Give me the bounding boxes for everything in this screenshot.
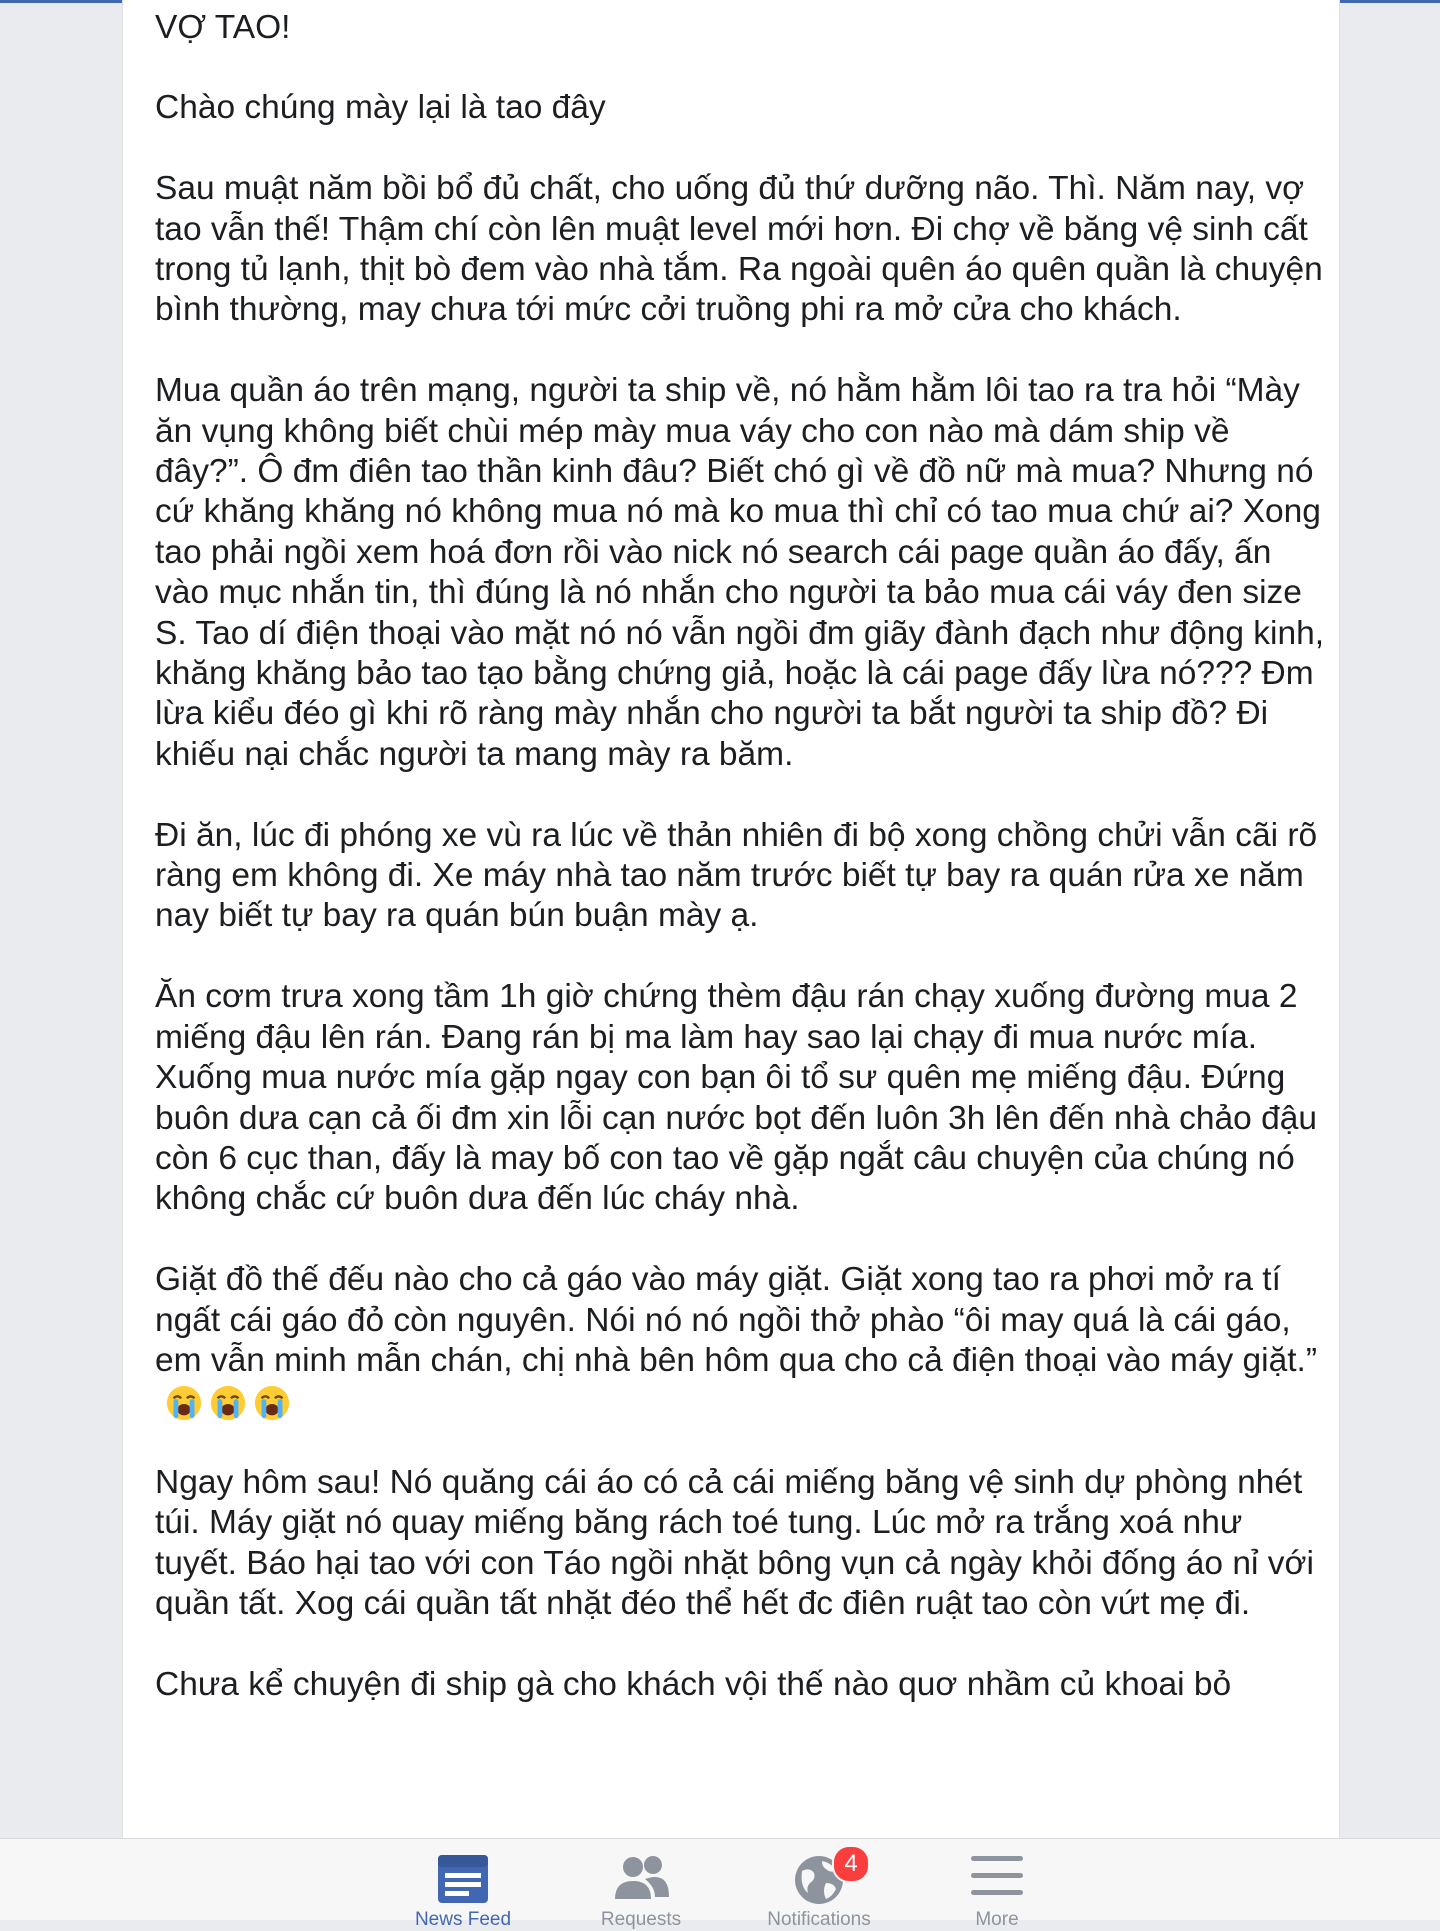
friend-requests-icon: [611, 1853, 671, 1903]
tab-news-feed[interactable]: [378, 1839, 548, 1930]
tab-label: Notifications: [767, 1909, 871, 1930]
post-paragraph: Chưa kể chuyện đi ship gà cho khách vội thế nào quơ nhầm củ khoai bỏ: [155, 1666, 1232, 1704]
tab-label: News Feed: [414, 1909, 512, 1930]
post-card: [122, 0, 1340, 1920]
post-paragraph-with-emoji: [155, 1260, 1325, 1423]
post-paragraph: Sau muật năm bồi bổ đủ chất, cho uống đủ thứ dưỡng não. Thì. Năm nay, vợ tao vẫn thế! Thậm chí còn lên muật level mới hơn. Đi chợ về băng vệ sinh cất trong tủ lạnh, thịt bò đem vào nhà tắm. Ra ngoài quên áo quên quần là chuyện bình thường, may chưa tới mức cởi truồng phi ra mở cửa cho khách.: [155, 170, 1333, 329]
bottom-tab-bar: [0, 1838, 1440, 1930]
post-title: VỢ TAO!: [155, 9, 291, 46]
menu-icon: [970, 1853, 1024, 1899]
post-body: [155, 8, 1334, 1746]
tab-label: Requests: [600, 1909, 682, 1930]
loudly-crying-face-icon: [253, 1384, 291, 1422]
tab-requests[interactable]: [556, 1839, 726, 1930]
tab-notifications[interactable]: [734, 1839, 904, 1930]
loudly-crying-face-icon: [165, 1384, 203, 1422]
post-paragraph: Mua quần áo trên mạng, người ta ship về, nó hằm hằm lôi tao ra tra hỏi “Mày ăn vụng không biết chùi mép mày mua váy cho con nào mà dám ship về đây?”. Ô đm điên tao thần kinh đâu? Biết chó gì về đồ nữ mà mua? Nhưng nó cứ khăng khăng nó không mua nó mà ko mua thì chỉ có tao mua chứ ai? Xong tao phải ngồi xem hoá đơn rồi vào nick nó search cái page quần áo đấy, ấn vào mục nhắn tin, thì đúng là nó nhắn cho người ta bảo mua cái váy đen size S. Tao dí điện thoại vào mặt nó nó vẫn ngồi đm giãy đành đạch như động kinh, khăng khăng bảo tao tạo bằng chứng giả, hoặc là cái page đấy lừa nó??? Đm lừa kiểu đéo gì khi rõ ràng mày nhắn cho người ta bắt người ta ship đồ? Đi khiếu nại chắc người ta mang mày ra băm.: [155, 372, 1334, 773]
post-paragraph: Ngay hôm sau! Nó quăng cái áo có cả cái miếng băng vệ sinh dự phòng nhét túi. Máy giặt nó quay miếng băng rách toé tung. Lúc mở ra trắng xoá như tuyết. Báo hại tao với con Táo ngồi nhặt bông vụn cả ngày khỏi đống áo nỉ với quần tất. Xog cái quần tất nhặt đéo thể hết đc điên ruật tao còn vứt mẹ đi.: [155, 1464, 1324, 1623]
news-feed-icon: [436, 1853, 490, 1905]
loudly-crying-face-icon: [209, 1384, 247, 1422]
post-paragraph: Ăn cơm trưa xong tầm 1h giờ chứng thèm đậu rán chạy xuống đường mua 2 miếng đậu lên rán. Đang rán bị ma làm hay sao lại chạy đi mua nước mía. Xuống mua nước mía gặp ngay con bạn ôi tổ sư quên mẹ miếng đậu. Đứng buôn dưa cạn cả ối đm xin lỗi cạn nước bọt đến luôn 3h lên đến nhà chảo đậu còn 6 cục than, đấy là may bố con tao về gặp ngắt câu chuyện của chúng nó không chắc cứ buôn dưa đến lúc cháy nhà.: [155, 978, 1327, 1218]
post-paragraph: Chào chúng mày lại là tao đây: [155, 89, 606, 127]
post-paragraph: Đi ăn, lúc đi phóng xe vù ra lúc về thản nhiên đi bộ xong chồng chửi vẫn cãi rõ ràng em không đi. Xe máy nhà tao năm trước biết tự bay ra quán rửa xe năm nay biết tự bay ra quán bún buận mày ạ.: [155, 816, 1327, 935]
post-paragraph-text: Giặt đồ thế đếu nào cho cả gáo vào máy giặt. Giặt xong tao ra phơi mở ra tí ngất cái gáo đỏ còn nguyên. Nói nó nó ngồi thở phào “ôi may quá là cái gáo, em vẫn minh mẫn chán, chị nhà bên hôm qua cho cả điện thoại vào máy giặt.”: [155, 1261, 1318, 1379]
tab-label: More: [975, 1909, 1019, 1930]
tab-more[interactable]: [912, 1839, 1082, 1930]
emoji-group: [165, 1382, 297, 1422]
notification-count-badge: 4: [832, 1845, 870, 1883]
